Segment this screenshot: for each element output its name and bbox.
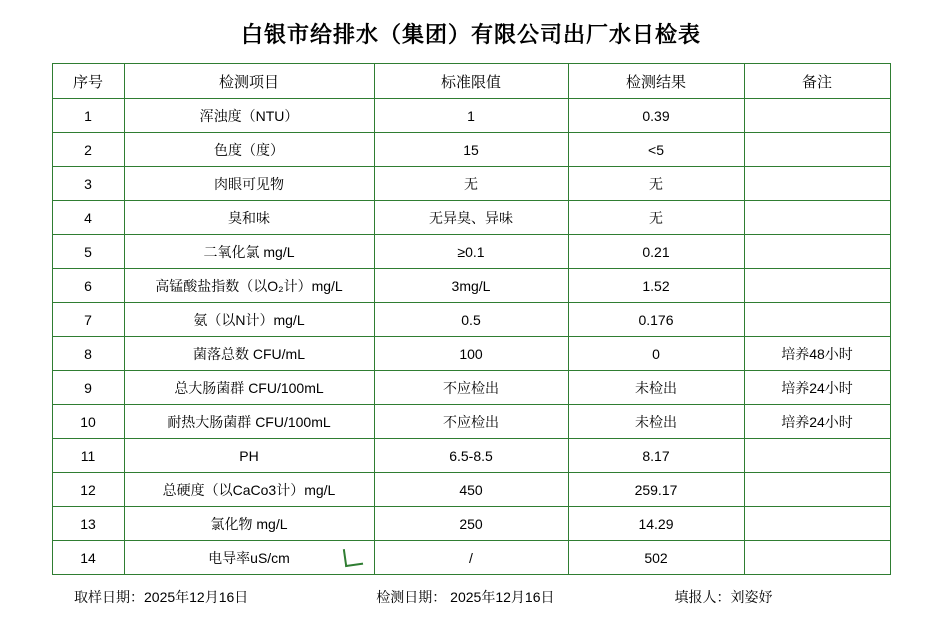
corner-mark-icon	[343, 547, 363, 567]
cell-no: 9	[52, 371, 124, 405]
cell-item: 肉眼可见物	[124, 167, 374, 201]
cell-std: /	[374, 541, 568, 575]
cell-std: 15	[374, 133, 568, 167]
cell-result: 8.17	[568, 439, 744, 473]
sampling-date: 取样日期：2025年12月16日	[74, 589, 249, 605]
cell-std: 3mg/L	[374, 269, 568, 303]
inspection-table	[52, 63, 891, 575]
cell-item: 耐热大肠菌群 CFU/100mL	[124, 405, 374, 439]
cell-no: 8	[52, 337, 124, 371]
cell-result: 无	[568, 167, 744, 201]
table-row	[52, 99, 890, 133]
cell-no: 5	[52, 235, 124, 269]
cell-result: <5	[568, 133, 744, 167]
cell-remark	[744, 269, 890, 303]
cell-item: 氯化物 mg/L	[124, 507, 374, 541]
cell-remark	[744, 133, 890, 167]
cell-result: 0.39	[568, 99, 744, 133]
cell-result: 0.21	[568, 235, 744, 269]
cell-no: 6	[52, 269, 124, 303]
cell-remark: 培养24小时	[744, 405, 890, 439]
column-header-std: 标准限值	[374, 64, 568, 99]
cell-result: 0	[568, 337, 744, 371]
table-row	[52, 133, 890, 167]
cell-std: 6.5-8.5	[374, 439, 568, 473]
cell-result: 502	[568, 541, 744, 575]
cell-result: 0.176	[568, 303, 744, 337]
cell-item: 浑浊度（NTU）	[124, 99, 374, 133]
testing-date: 检测日期： 2025年12月16日	[376, 589, 555, 605]
cell-std: 1	[374, 99, 568, 133]
cell-remark: 培养48小时	[744, 337, 890, 371]
table-row	[52, 541, 890, 575]
cell-no: 4	[52, 201, 124, 235]
cell-std: 无异臭、异味	[374, 201, 568, 235]
cell-no: 1	[52, 99, 124, 133]
table-row	[52, 371, 890, 405]
column-header-no: 序号	[52, 64, 124, 99]
cell-remark	[744, 507, 890, 541]
cell-no: 13	[52, 507, 124, 541]
cell-std: 无	[374, 167, 568, 201]
table-row	[52, 167, 890, 201]
cell-no: 14	[52, 541, 124, 575]
cell-remark	[744, 541, 890, 575]
cell-result: 259.17	[568, 473, 744, 507]
cell-item: 总硬度（以CaCo3计）mg/L	[124, 473, 374, 507]
cell-remark	[744, 201, 890, 235]
cell-std: ≥0.1	[374, 235, 568, 269]
column-header-result: 检测结果	[568, 64, 744, 99]
cell-item: 电导率uS/cm	[124, 541, 374, 575]
cell-std: 不应检出	[374, 371, 568, 405]
column-header-item: 检测项目	[124, 64, 374, 99]
table-row	[52, 507, 890, 541]
cell-std: 不应检出	[374, 405, 568, 439]
table-row	[52, 269, 890, 303]
table-header-row	[52, 64, 890, 99]
page-title: 白银市给排水（集团）有限公司出厂水日检表	[240, 22, 701, 47]
cell-item: 二氧化氯 mg/L	[124, 235, 374, 269]
table-row	[52, 235, 890, 269]
cell-remark	[744, 439, 890, 473]
cell-no: 11	[52, 439, 124, 473]
cell-remark	[744, 167, 890, 201]
cell-result: 1.52	[568, 269, 744, 303]
reporter-name: 填报人：刘姿妤	[674, 589, 773, 605]
cell-no: 12	[52, 473, 124, 507]
cell-remark	[744, 473, 890, 507]
table-header	[52, 64, 890, 99]
cell-item: 高锰酸盐指数（以O₂计）mg/L	[124, 269, 374, 303]
cell-result: 14.29	[568, 507, 744, 541]
table-row	[52, 473, 890, 507]
cell-no: 3	[52, 167, 124, 201]
cell-no: 7	[52, 303, 124, 337]
cell-std: 100	[374, 337, 568, 371]
table-body	[52, 99, 890, 575]
cell-remark	[744, 303, 890, 337]
cell-result: 无	[568, 201, 744, 235]
cell-item: PH	[124, 439, 374, 473]
cell-item: 菌落总数 CFU/mL	[124, 337, 374, 371]
cell-item: 臭和味	[124, 201, 374, 235]
cell-item: 总大肠菌群 CFU/100mL	[124, 371, 374, 405]
cell-no: 2	[52, 133, 124, 167]
cell-remark	[744, 99, 890, 133]
table-row	[52, 405, 890, 439]
cell-no: 10	[52, 405, 124, 439]
cell-result: 未检出	[568, 371, 744, 405]
footer	[52, 575, 890, 607]
cell-remark	[744, 235, 890, 269]
cell-remark: 培养24小时	[744, 371, 890, 405]
cell-std: 450	[374, 473, 568, 507]
cell-std: 250	[374, 507, 568, 541]
cell-item: 氨（以N计）mg/L	[124, 303, 374, 337]
table-row	[52, 303, 890, 337]
cell-item: 色度（度）	[124, 133, 374, 167]
column-header-remark: 备注	[744, 64, 890, 99]
table-row	[52, 337, 890, 371]
cell-std: 0.5	[374, 303, 568, 337]
cell-result: 未检出	[568, 405, 744, 439]
table-row	[52, 201, 890, 235]
table-row	[52, 439, 890, 473]
